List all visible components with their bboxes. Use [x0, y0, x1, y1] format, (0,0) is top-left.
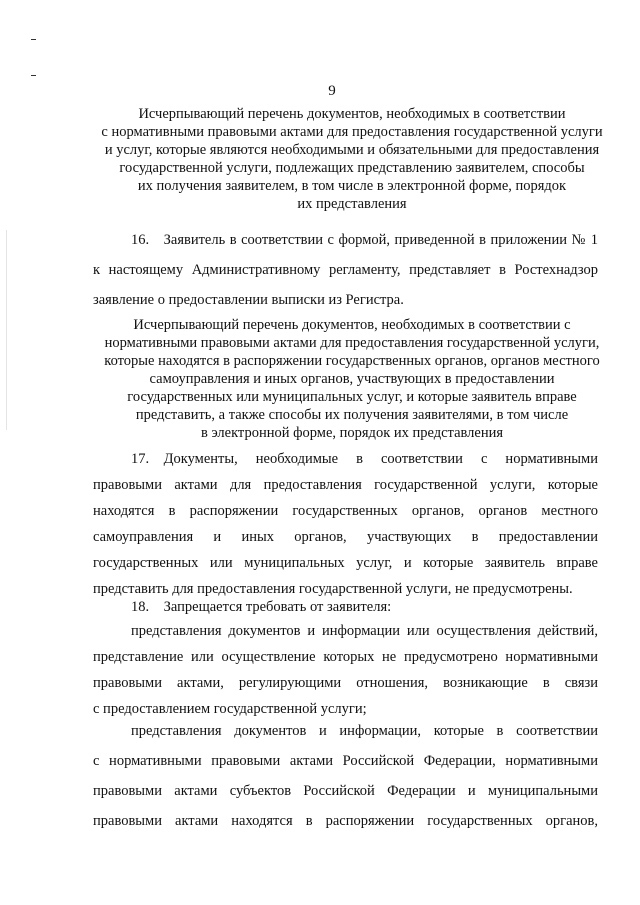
heading-line: в электронной форме, порядок их представления	[200, 425, 504, 441]
scan-mark	[31, 75, 36, 76]
paragraph-line: с нормативными правовыми актами Российской Федерации, нормативными	[93, 753, 598, 769]
paragraph-line: правовыми актами субъектов Российской Федерации и муниципальными	[93, 783, 598, 799]
paragraph-line: самоуправления и иных органов, участвующих в предоставлении	[93, 529, 598, 545]
heading-line: Исчерпывающий перечень документов, необходимых в соответствии с	[133, 317, 571, 333]
section-heading-documents-required	[92, 105, 612, 213]
paragraph-line: находятся в распоряжении государственных органов, органов местного	[93, 503, 598, 519]
heading-line: представить, а также способы их получения заявителями, в том числе	[135, 407, 569, 423]
paragraph-line: 18. Запрещается требовать от заявителя:	[131, 599, 392, 615]
paragraph-line: правовыми актами для предоставления государственной услуги, которые	[93, 477, 598, 493]
heading-line: государственных или муниципальных услуг, и которые заявитель вправе	[127, 389, 577, 405]
scan-mark	[31, 39, 36, 40]
heading-line: их представления	[297, 196, 407, 212]
paragraph-line: государственных или муниципальных услуг, и которые заявитель вправе	[93, 555, 598, 571]
paragraph-line: с предоставлением государственной услуги;	[93, 701, 367, 717]
paragraph-18-item-a	[93, 618, 598, 722]
heading-line: Исчерпывающий перечень документов, необходимых в соответствии	[138, 106, 566, 122]
heading-line: государственной услуги, подлежащих представлению заявителем, способы	[119, 160, 585, 176]
heading-line: нормативными правовыми актами для предоставления государственной услуги,	[104, 335, 600, 351]
paragraph-17	[93, 446, 598, 602]
scan-mark	[6, 230, 7, 430]
heading-line: с нормативными правовыми актами для предоставления государственной услуги	[101, 124, 603, 140]
paragraph-line: заявление о предоставлении выписки из Регистра.	[93, 292, 404, 308]
heading-line: самоуправления и иных органов, участвующих в предоставлении	[149, 371, 555, 387]
paragraph-line: правовыми актами находятся в распоряжении государственных органов,	[93, 813, 598, 829]
paragraph-line: 16. Заявитель в соответствии с формой, приведенной в приложении № 1	[131, 232, 598, 248]
paragraph-line: представления документов и информации или осуществления действий,	[131, 623, 598, 639]
paragraph-line: правовыми актами, регулирующими отношения, возникающие в связи	[93, 675, 598, 691]
paragraph-18-item-b	[93, 716, 598, 836]
paragraph-line: представления документов и информации, которые в соответствии	[131, 723, 598, 739]
heading-line: их получения заявителем, в том числе в электронной форме, порядок	[137, 178, 567, 194]
section-heading-documents-in-possession	[92, 316, 612, 442]
paragraph-line: к настоящему Административному регламенту, представляет в Ростехнадзор	[93, 262, 598, 278]
paragraph-line: представление или осуществление которых не предусмотрено нормативными	[93, 649, 598, 665]
page-number: 9	[328, 83, 336, 99]
heading-line: которые находятся в распоряжении государственных органов, органов местного	[104, 353, 600, 369]
paragraph-line: 17. Документы, необходимые в соответствии с нормативными	[131, 451, 598, 467]
heading-line: и услуг, которые являются необходимыми и обязательными для предоставления	[104, 142, 600, 158]
paragraph-16	[93, 225, 598, 315]
paragraph-line: представить для предоставления государственной услуги, не предусмотрены.	[93, 581, 573, 597]
